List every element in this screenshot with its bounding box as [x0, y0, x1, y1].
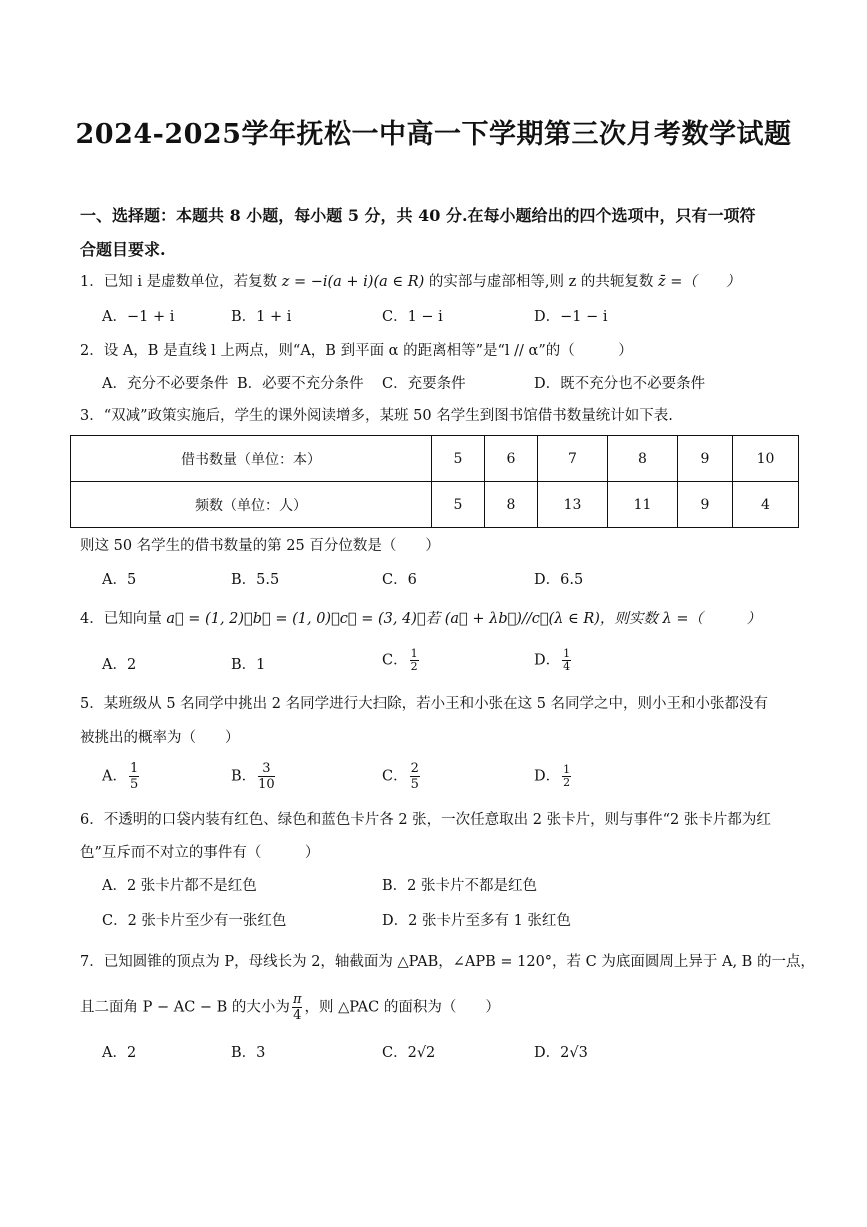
q6-option-b: B．2 张卡片不都是红色	[382, 878, 537, 894]
q4-text-a: 4．已知向量	[80, 611, 162, 627]
fraction-denominator: 10	[258, 777, 275, 792]
table-row-quantity	[71, 436, 799, 482]
q5-option-c-fraction	[410, 761, 420, 792]
exam-title: 2024-2025学年抚松一中高一下学期第三次月考数学试题	[75, 119, 792, 150]
q5-option-b-fraction	[258, 761, 275, 792]
q5-option-b	[231, 761, 277, 792]
table-cell: 6	[485, 436, 538, 482]
fraction-numerator: 2	[410, 761, 419, 776]
q2-option-c: C．充要条件	[382, 376, 466, 392]
q4-option-d-label: D．	[534, 652, 561, 669]
q6-option-a: A．2 张卡片都不是红色	[102, 878, 257, 894]
fraction-denominator: 2	[410, 660, 418, 673]
borrow-frequency-table	[70, 435, 799, 528]
question-2-stem: 2．设 A，B 是直线 l 上两点，则“A，B 到平面 α 的距离相等”是“l // α”的（ ）	[80, 343, 633, 359]
section-header-line2: 合题目要求.	[80, 240, 166, 259]
question-7-line1: 7．已知圆锥的顶点为 P，母线长为 2，轴截面为 △PAB，∠APB = 120°，若 C 为底面圆周上异于 A, B 的一点，	[80, 954, 815, 970]
q7-option-a: A．2	[102, 1045, 137, 1061]
q1-option-d: D．−1 − i	[534, 309, 608, 325]
fraction-numerator: 1	[410, 647, 418, 660]
q7-option-d: D．2√3	[534, 1045, 588, 1061]
q3-option-c: C．6	[382, 572, 417, 588]
q3-option-d: D．6.5	[534, 572, 584, 588]
table-cell: 8	[485, 482, 538, 528]
fraction-denominator: 2	[563, 776, 571, 789]
q2-option-a: A．充分不必要条件	[102, 376, 229, 392]
q5-option-d-label: D．	[534, 768, 561, 785]
q4-option-c-label: C．	[382, 652, 408, 669]
question-3-stem: 3．“双减”政策实施后，学生的课外阅读增多，某班 50 名学生到图书馆借书数量统计如下表.	[80, 408, 673, 424]
q5-option-a-fraction	[129, 761, 139, 792]
q4-option-d-fraction	[562, 648, 571, 673]
question-6-line2: 色”互斥而不对立的事件有（ ）	[80, 845, 320, 861]
q1-option-c: C．1 − i	[382, 309, 443, 325]
q7-text-b: ，则 △PAC 的面积为（ ）	[304, 999, 500, 1016]
fraction-numerator: 1	[563, 647, 571, 660]
q2-option-b: B．必要不充分条件	[237, 376, 364, 392]
fraction-denominator: 4	[293, 1008, 302, 1023]
q1-text-a: 1．已知 i 是虚数单位，若复数	[80, 274, 278, 290]
q7-text-a: 且二面角 P − AC − B 的大小为	[80, 999, 290, 1016]
q6-option-d: D．2 张卡片至多有 1 张红色	[382, 913, 571, 929]
q5-option-c	[382, 761, 422, 792]
q4-math: a⃗ = (1, 2)，b⃗ = (1, 0)，c⃗ = (3, 4)，若 (a⃗ + λb⃗)//c⃗(λ ∈ R)，则实数 λ =（ ）	[166, 611, 761, 627]
table-cell: 5	[432, 482, 485, 528]
fraction-numerator: 3	[258, 761, 275, 777]
q4-option-c	[382, 648, 421, 673]
table-cell: 9	[678, 482, 733, 528]
question-7-line2	[80, 992, 500, 1023]
question-1-stem	[80, 272, 740, 292]
q7-angle-fraction	[292, 992, 303, 1023]
table-header-quantity: 借书数量（单位：本）	[71, 436, 432, 482]
question-5-line1: 5．某班级从 5 名同学中挑出 2 名同学进行大扫除，若小王和小张在这 5 名同学之中，则小王和小张都没有	[80, 696, 769, 712]
q5-option-d-fraction	[562, 764, 571, 789]
q7-option-b: B．3	[231, 1045, 266, 1061]
table-cell: 9	[678, 436, 733, 482]
q1-math: z = −i(a + i)(a ∈ R)	[281, 274, 425, 290]
fraction-denominator: 5	[129, 777, 139, 792]
table-cell: 7	[538, 436, 608, 482]
table-cell: 8	[608, 436, 678, 482]
q5-option-c-label: C．	[382, 768, 408, 785]
q3-option-a: A．5	[102, 572, 137, 588]
table-header-frequency: 频数（单位：人）	[71, 482, 432, 528]
q4-option-a: A．2	[102, 657, 137, 673]
q3-option-b: B．5.5	[231, 572, 280, 588]
table-row-frequency	[71, 482, 799, 528]
table-cell: 4	[733, 482, 799, 528]
q5-option-d	[534, 764, 573, 789]
q1-option-b: B．1 + i	[231, 309, 292, 325]
q1-text-c: z̄ =（ ）	[657, 274, 741, 290]
table-cell: 10	[733, 436, 799, 482]
question-6-line1: 6．不透明的口袋内装有红色、绿色和蓝色卡片各 2 张，一次任意取出 2 张卡片，则与事件“2 张卡片都为红	[80, 812, 771, 828]
q5-option-b-label: B．	[231, 768, 257, 785]
fraction-numerator: π	[292, 992, 302, 1007]
fraction-numerator: 1	[563, 763, 571, 776]
q7-option-c: C．2√2	[382, 1045, 436, 1061]
fraction-numerator: 1	[129, 761, 139, 776]
question-5-line2: 被挑出的概率为（ ）	[80, 730, 240, 746]
q5-option-a	[102, 761, 141, 792]
q4-option-d	[534, 648, 573, 673]
section-header-line1: 一、选择题：本题共 8 小题，每小题 5 分，共 40 分.在每小题给出的四个选项中，只有一项符	[80, 206, 756, 225]
q2-option-d: D．既不充分也不必要条件	[534, 376, 706, 392]
q1-option-a: A．−1 + i	[102, 309, 175, 325]
q6-option-c: C．2 张卡片至少有一张红色	[102, 913, 287, 929]
q4-option-c-fraction	[410, 648, 419, 673]
fraction-denominator: 5	[410, 777, 419, 792]
fraction-denominator: 4	[563, 660, 571, 673]
question-4-stem	[80, 609, 761, 629]
question-3-stem-2: 则这 50 名学生的借书数量的第 25 百分位数是（ ）	[80, 538, 440, 554]
table-cell: 11	[608, 482, 678, 528]
q1-text-b: 的实部与虚部相等,则 z 的共轭复数	[428, 274, 654, 290]
table-cell: 13	[538, 482, 608, 528]
q5-option-a-label: A．	[102, 768, 127, 785]
q4-option-b: B．1	[231, 657, 266, 673]
table-cell: 5	[432, 436, 485, 482]
